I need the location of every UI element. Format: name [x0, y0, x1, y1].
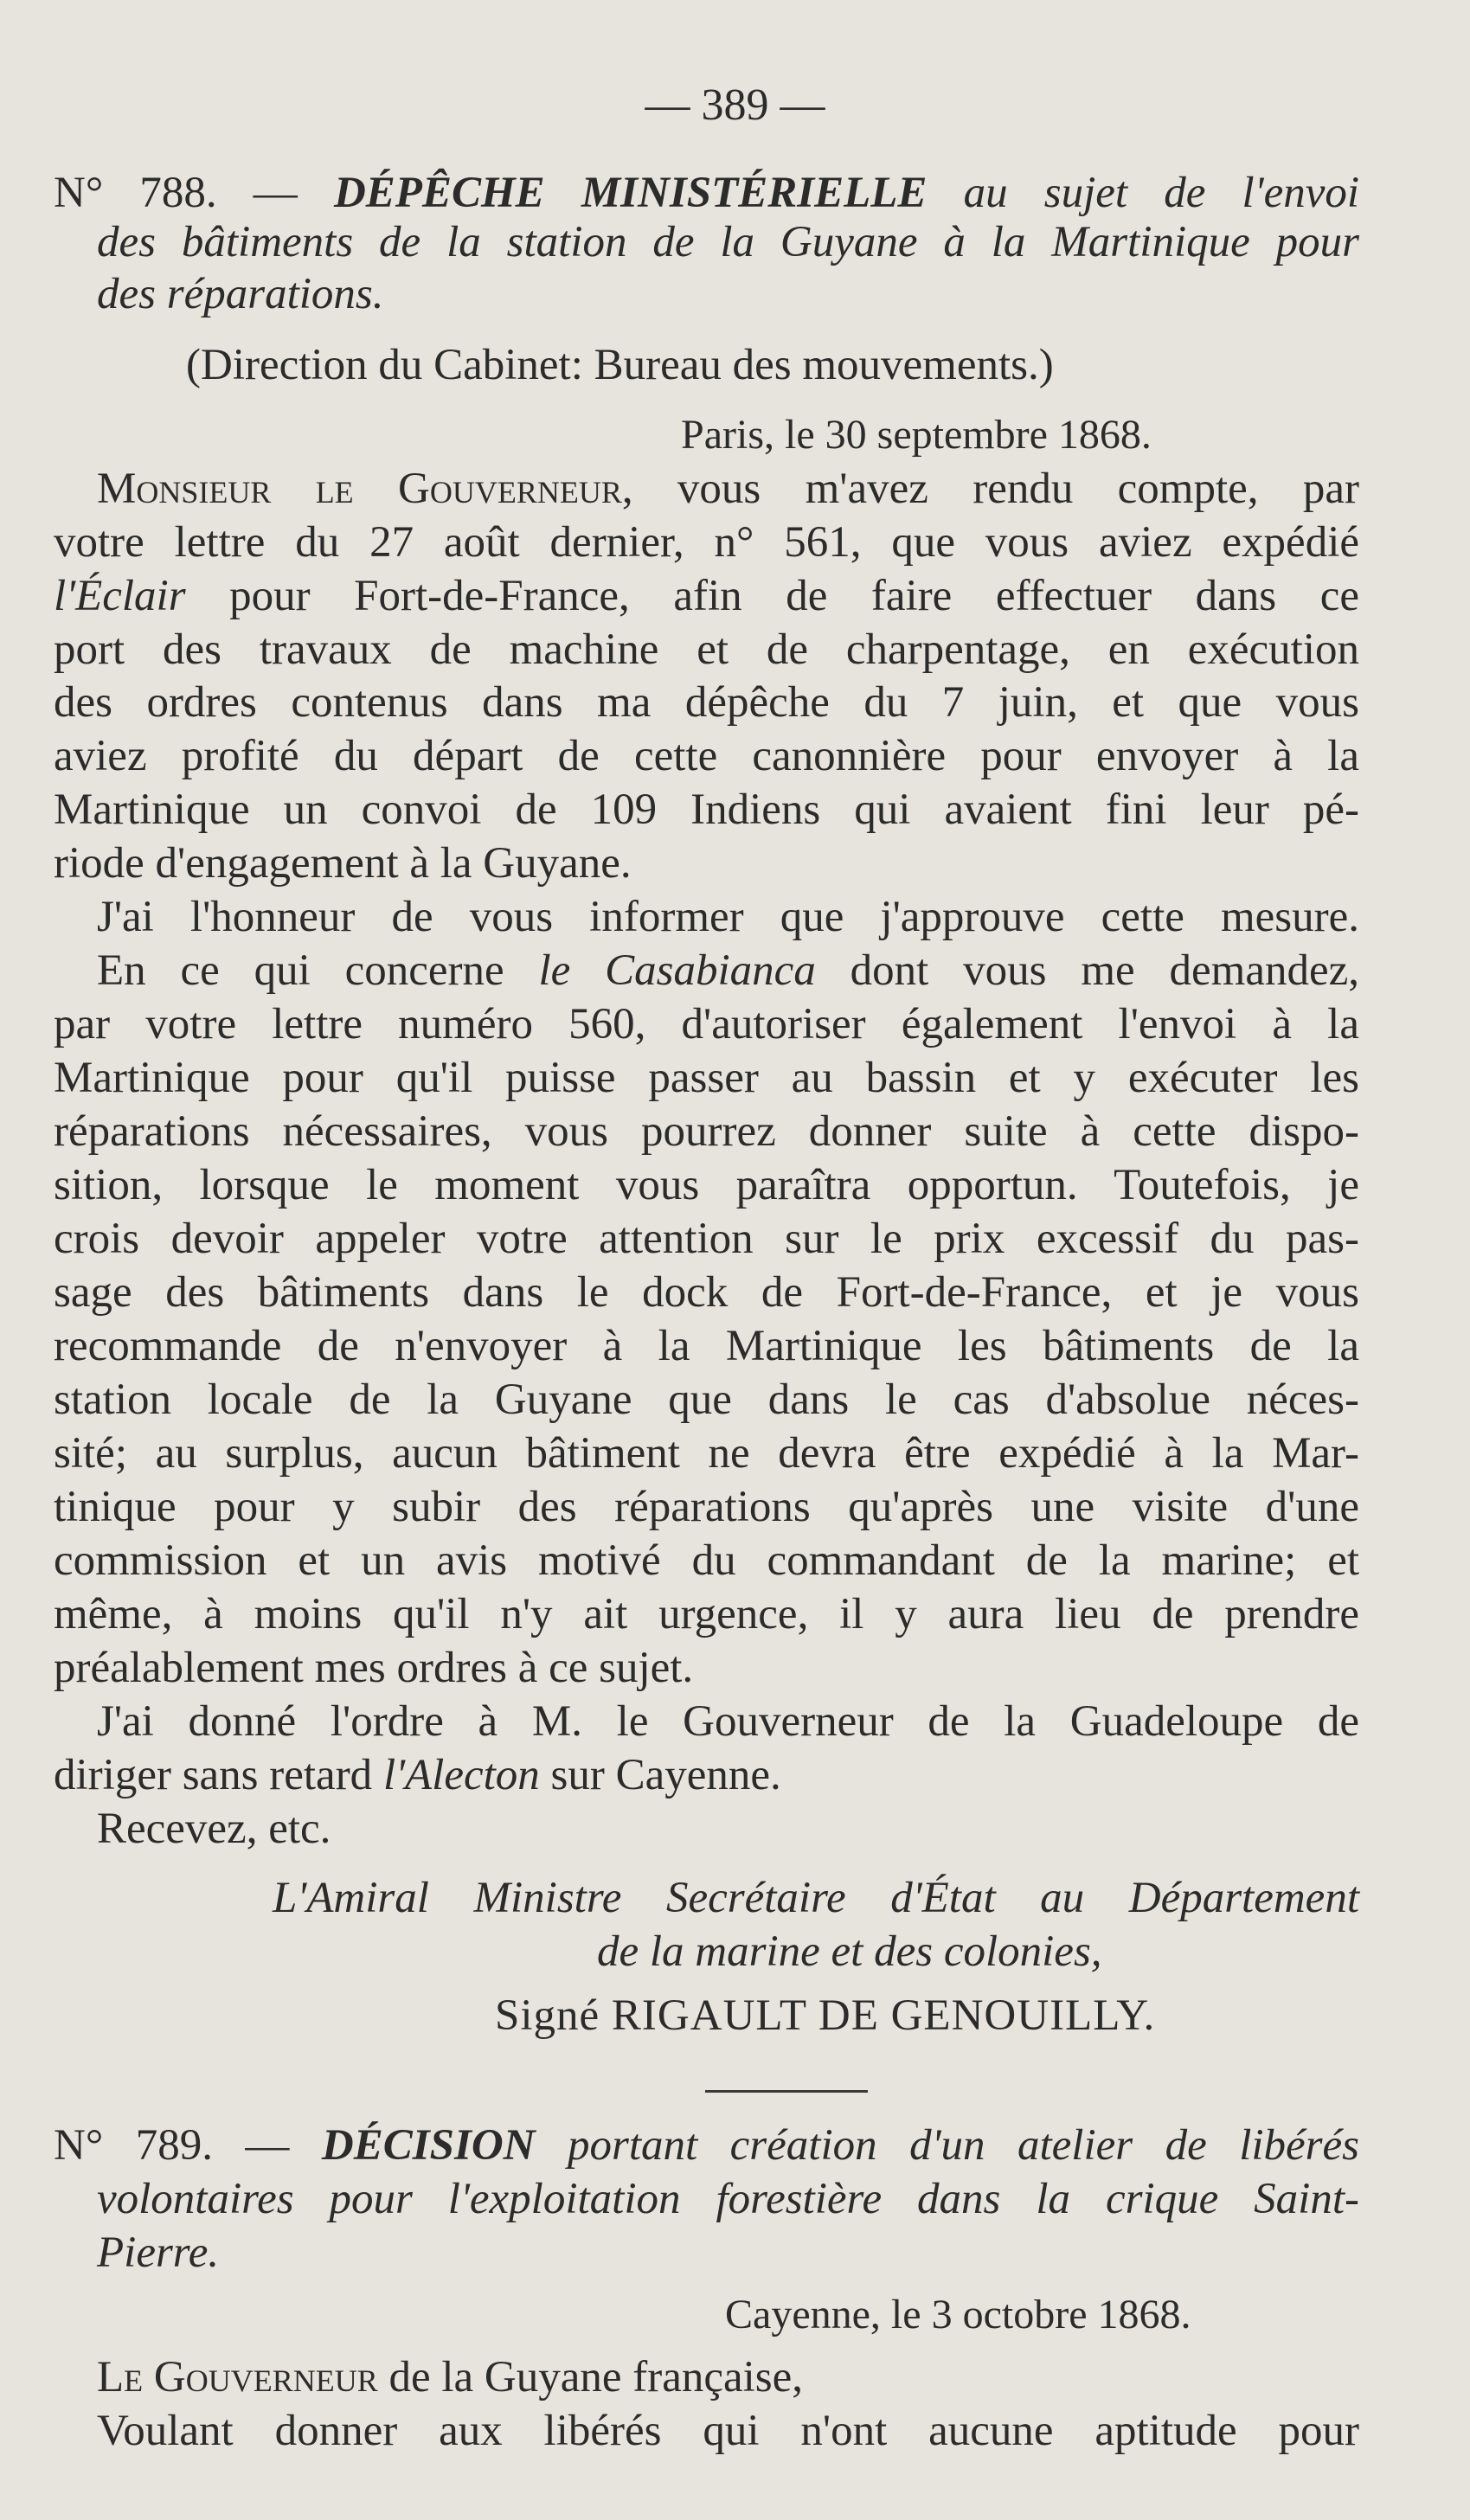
p3-line-7: sage des bâtiments dans le dock de Fort-de-France, et je vous — [54, 1268, 1359, 1317]
p3-line-6: crois devoir appeler votre attention sur le prix excessif du pas- — [54, 1215, 1359, 1263]
p3-line-14: préalablement mes ordres à ce sujet. — [54, 1644, 694, 1692]
p3-line-13: même, à moins qu'il n'y ait urgence, il y aura lieu de prendre — [54, 1590, 1359, 1638]
p1-line-2: votre lettre du 27 août dernier, n° 561, que vous aviez expédié — [54, 518, 1359, 567]
heading-789-line-1: N° 789. — DÉCISION portant création d'un atelier de libérés — [54, 2121, 1360, 2170]
p4-line-2: diriger sans retard l'Alecton sur Cayenne. — [54, 1751, 781, 1799]
p3-line-10: sité; au surplus, aucun bâtiment ne devra être expédié à la Mar- — [54, 1429, 1359, 1478]
heading-788-title: DÉPÊCHE MINISTÉRIELLE — [333, 169, 928, 217]
p4-line-1: J'ai donné l'ordre à M. le Gouverneur de la Guadeloupe de — [97, 1697, 1359, 1746]
ship-alecton: l'Alecton — [382, 1751, 540, 1799]
date-788: Paris, le 30 septembre 1868. — [681, 412, 1152, 458]
p1-line-3: l'Éclair pour Fort-de-France, afin de faire effectuer dans ce — [54, 572, 1359, 620]
p2-line-1: J'ai l'honneur de vous informer que j'approuve cette mesure. — [97, 893, 1359, 941]
closing-line: Recevez, etc. — [97, 1805, 331, 1853]
p1-line-6: aviez profité du départ de cette canonnière pour envoyer à la — [54, 732, 1359, 780]
signature: Signé RIGAULT DE GENOUILLY. — [495, 1991, 1156, 2040]
p3-line-4: réparations nécessaires, vous pourrez donner suite à cette dispo- — [54, 1107, 1359, 1156]
ship-eclair: l'Éclair — [54, 572, 186, 620]
heading-788-line-3: des réparations. — [97, 270, 384, 318]
heading-788-line-1: N° 788. — DÉPÊCHE MINISTÉRIELLE au sujet de l'envoi — [54, 169, 1360, 217]
p3-line-3: Martinique pour qu'il puisse passer au bassin et y exécuter les — [54, 1054, 1359, 1102]
p5-line-2: Voulant donner aux libérés qui n'ont aucune aptitude pour — [97, 2407, 1359, 2455]
heading-788-line-2: des bâtiments de la station de la Guyane à la Martinique pour — [97, 218, 1359, 266]
salutation: Monsieur le Gouverneur, — [97, 465, 633, 513]
p3-line-12: commission et un avis motivé du commandant de la marine; et — [54, 1536, 1359, 1585]
p3-line-9: station locale de la Guyane que dans le cas d'absolue néces- — [54, 1375, 1359, 1424]
date-789: Cayenne, le 3 octobre 1868. — [725, 2292, 1191, 2337]
heading-788-number: N° 788. — [54, 169, 217, 217]
heading-789-line-3: Pierre. — [97, 2228, 220, 2277]
heading-789-number: N° 789. — [54, 2121, 213, 2170]
p1-line-1: Monsieur le Gouverneur, vous m'avez rendu compte, par — [97, 465, 1359, 513]
page-number: — 389 — — [645, 80, 825, 130]
p1-line-7: Martinique un convoi de 109 Indiens qui avaient fini leur pé- — [54, 785, 1359, 834]
p1-line-4: port des travaux de machine et de charpentage, en exécution — [54, 625, 1359, 674]
section-divider — [705, 2090, 868, 2093]
heading-789-line-2: volontaires pour l'exploitation forestière dans la crique Saint- — [97, 2175, 1359, 2223]
heading-789-title: DÉCISION — [321, 2121, 536, 2170]
p3-line-5: sition, lorsque le moment vous paraîtra opportun. Toutefois, je — [54, 1161, 1359, 1209]
p3-line-2: par votre lettre numéro 560, d'autoriser également l'envoi à la — [54, 1000, 1359, 1048]
ship-casabianca: le Casabianca — [538, 946, 816, 995]
direction-line: (Direction du Cabinet: Bureau des mouvements.) — [186, 341, 1054, 389]
signature-title-line-1: L'Amiral Ministre Secrétaire d'État au Département — [273, 1874, 1359, 1922]
p5-line-1: Le Gouverneur de la Guyane française, — [97, 2353, 804, 2401]
p3-line-8: recommande de n'envoyer à la Martinique les bâtiments de la — [54, 1322, 1359, 1370]
governor-title: Le Gouverneur — [97, 2353, 378, 2401]
p1-line-5: des ordres contenus dans ma dépêche du 7 juin, et que vous — [54, 678, 1359, 727]
signature-title-line-2: de la marine et des colonies, — [597, 1927, 1102, 1976]
p1-line-8: riode d'engagement à la Guyane. — [54, 839, 632, 888]
p3-line-1: En ce qui concerne le Casabianca dont vous me demandez, — [97, 946, 1359, 995]
p3-line-11: tinique pour y subir des réparations qu'après une visite d'une — [54, 1483, 1359, 1531]
